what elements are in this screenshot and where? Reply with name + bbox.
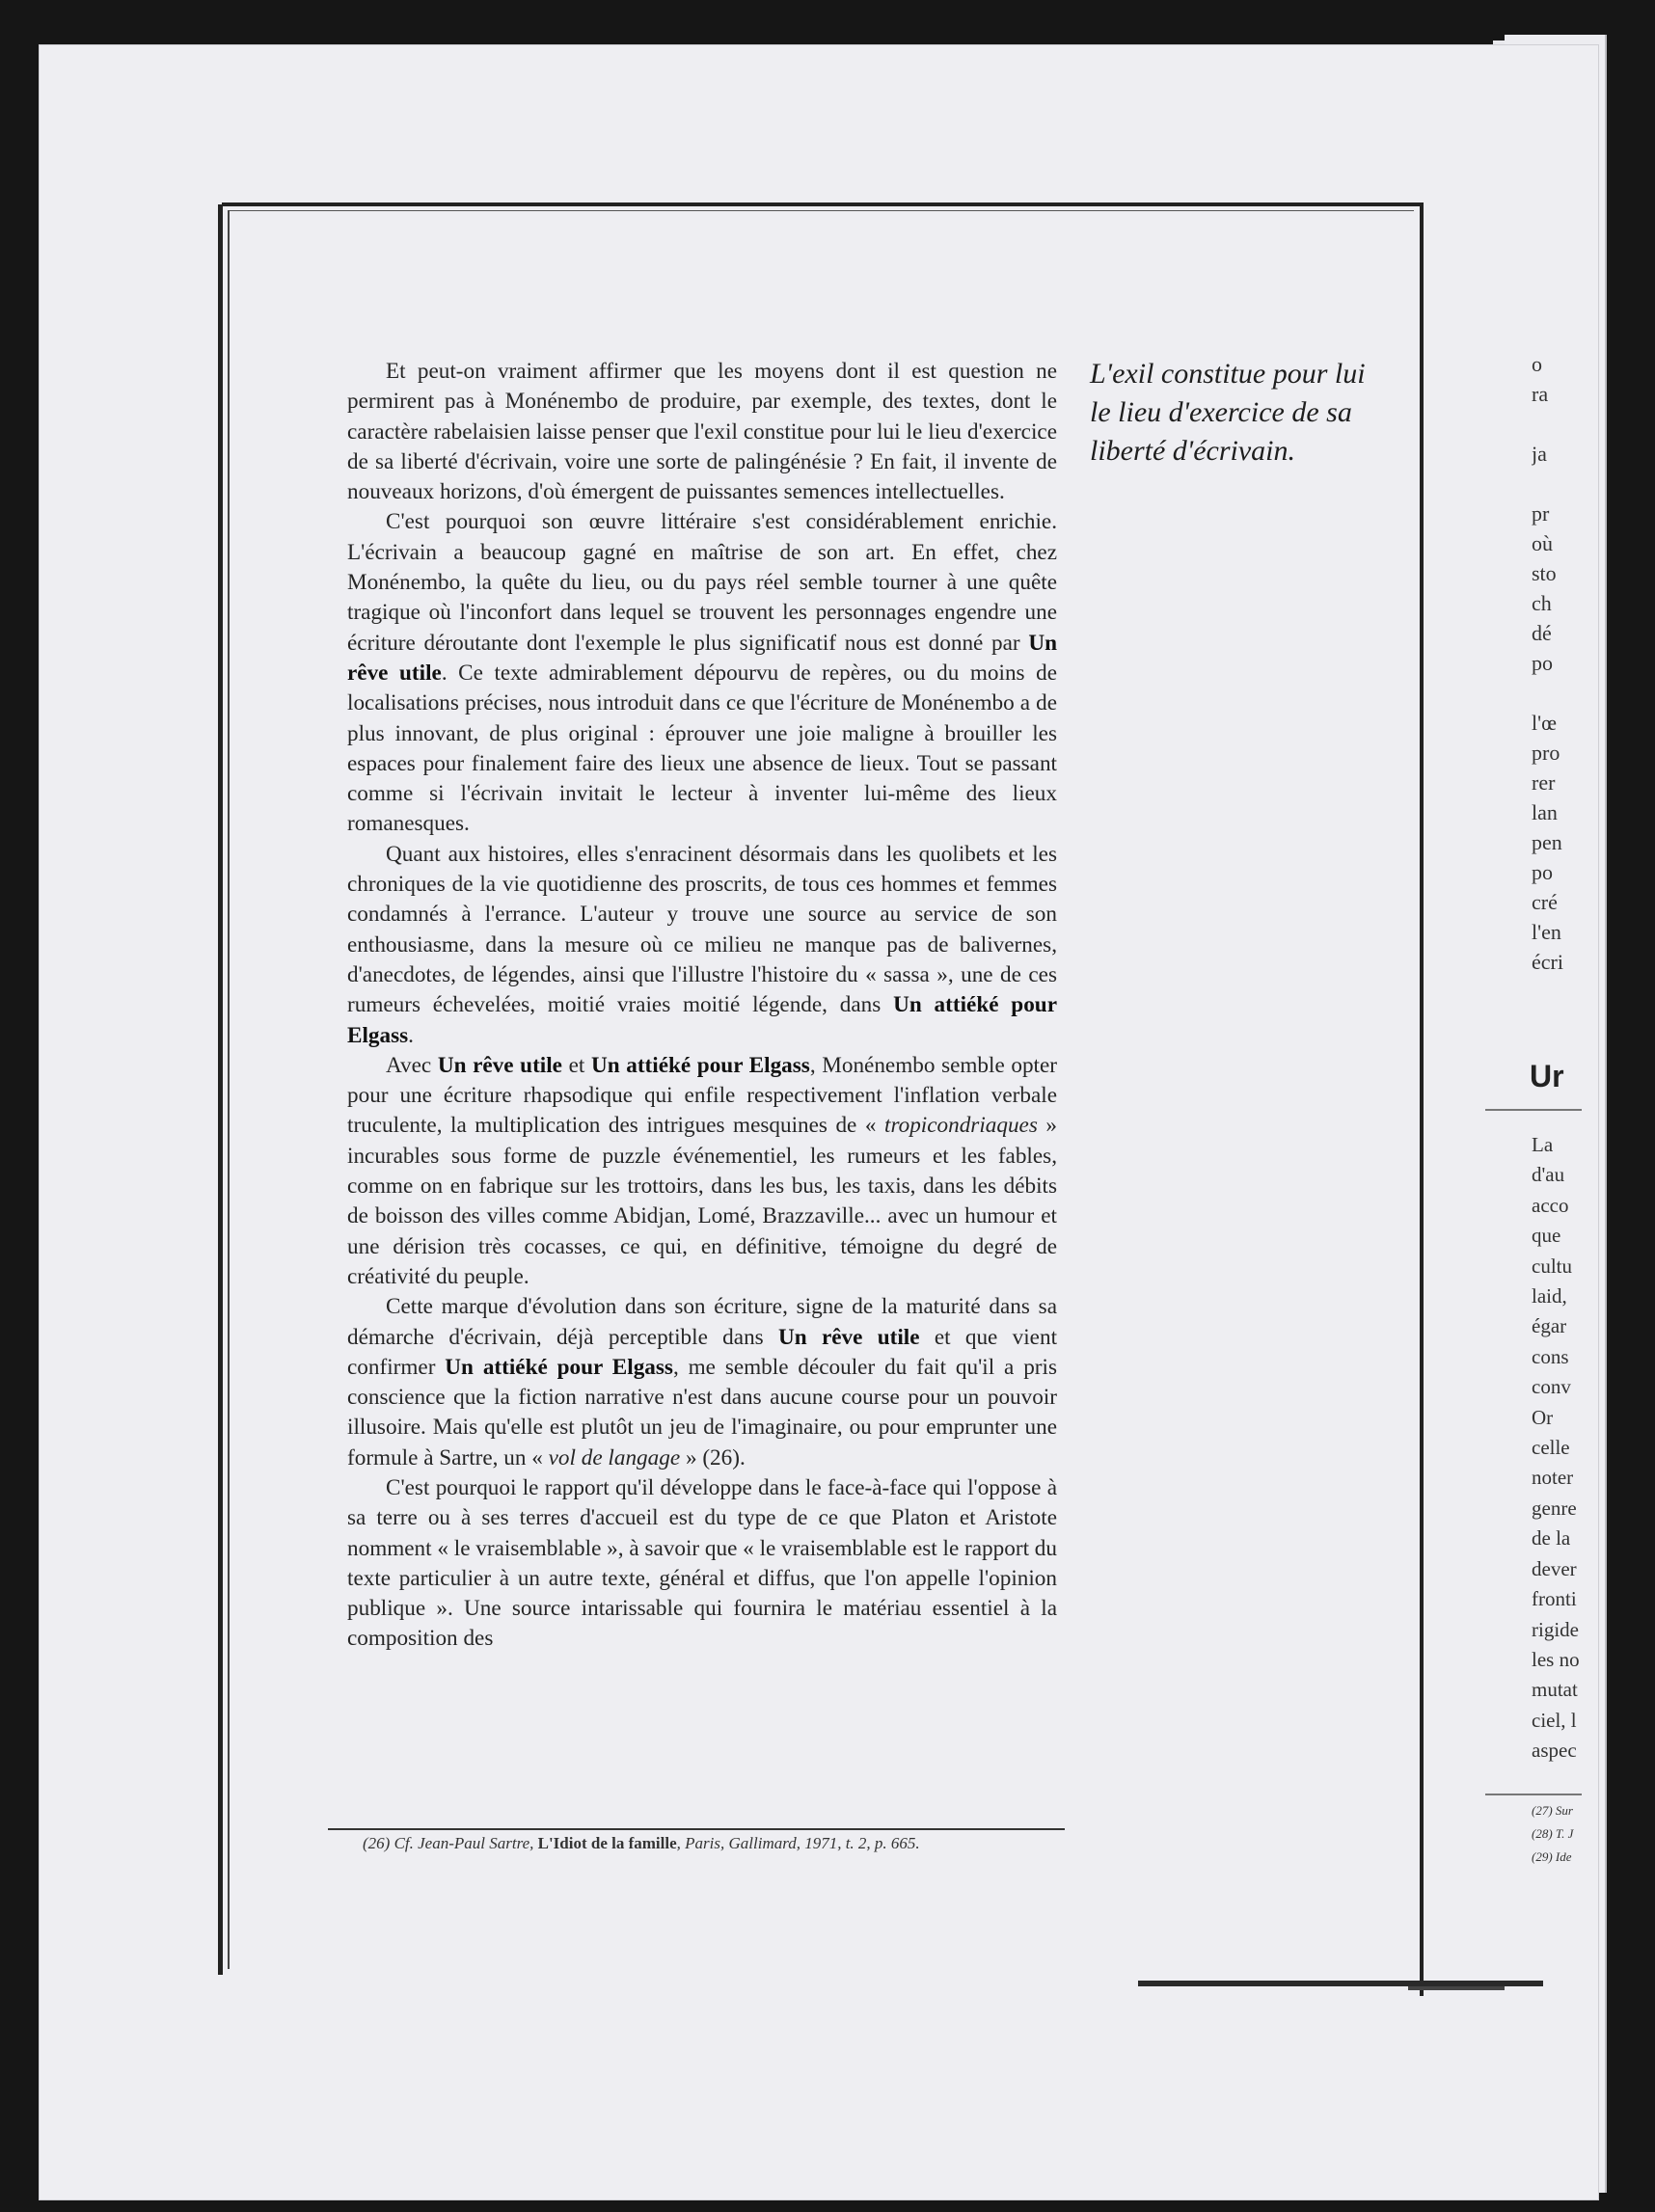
next-page-line: écri <box>1532 950 1563 974</box>
next-page-line: de la <box>1532 1526 1571 1551</box>
next-page-line: pr <box>1532 501 1550 526</box>
next-page-line: ch <box>1532 591 1552 615</box>
text-run: » incurables sous forme de puzzle événementiel, les rumeurs et les fables, comme on en fabrique sur les trottoirs, dans les bus, les taxis, dans les débits de boisson des villes comme Abidjan, Lomé, Brazzaville... avec un humour et une dérision très cocasses, ce qui, en définitive, témoigne du degré de créativité du peuple. <box>347 1113 1057 1289</box>
next-page-line: égar <box>1532 1314 1567 1338</box>
next-page-line: où <box>1532 531 1553 555</box>
text-run: , me semble découler du fait qu'il a pris conscience que la fiction narrative n'est dans aucune course pour un pouvoir illusoire. Mais qu'elle est plutôt un jeu de l'imaginaire, ou pour emprunter une formule à Sartre, un « <box>347 1354 1057 1470</box>
next-page-line: celle <box>1532 1436 1570 1460</box>
footnote-divider <box>328 1828 1065 1830</box>
next-page-line: pro <box>1532 741 1560 765</box>
next-page-line: acco <box>1532 1193 1569 1217</box>
book-title: Un rêve utile <box>347 630 1057 686</box>
frame-right-rule <box>1420 202 1424 1996</box>
footnote-prefix: (26) Cf. Jean-Paul Sartre, <box>363 1834 538 1852</box>
next-page-line: o <box>1532 352 1542 376</box>
next-page-line: mutat <box>1532 1678 1578 1702</box>
next-page-line: rigide <box>1532 1617 1579 1641</box>
next-page-line: (29) Ide <box>1532 1849 1572 1864</box>
next-page-line: (27) Sur <box>1532 1803 1573 1818</box>
next-page-line: d'au <box>1532 1163 1565 1187</box>
next-page-line: genre <box>1532 1496 1577 1520</box>
next-page-line: dé <box>1532 621 1552 645</box>
frame-left-rule <box>218 204 223 1975</box>
footnote-suffix: , Paris, Gallimard, 1971, t. 2, p. 665. <box>676 1834 920 1852</box>
book-title: Un rêve utile <box>437 1052 562 1078</box>
book-title: Un attiéké pour Elgass <box>445 1354 673 1380</box>
next-page-line: noter <box>1532 1466 1574 1490</box>
next-page-heading: Ur <box>1530 1059 1564 1093</box>
next-page-line: po <box>1532 860 1553 884</box>
next-page-line: fronti <box>1532 1587 1577 1611</box>
italic-term: tropicondriaques <box>884 1113 1038 1139</box>
next-page-line: La <box>1532 1133 1554 1156</box>
text-run: . <box>408 1022 414 1048</box>
next-page-line: po <box>1532 651 1553 675</box>
book-title: Un attiéké pour Elgass <box>590 1052 810 1078</box>
footnote <box>363 1834 1057 1853</box>
text-run: Cette marque d'évolution dans son écriture, signe de la maturité dans sa démarche d'écrivain, déjà perceptible dans <box>347 1294 1057 1350</box>
next-page-line: lan <box>1532 800 1558 824</box>
paragraph <box>347 1292 1057 1473</box>
next-page-line: cré <box>1532 890 1558 914</box>
paragraph <box>347 1473 1057 1655</box>
next-page-line: les no <box>1532 1647 1580 1671</box>
text-run: Et peut-on vraiment affirmer que les moyens dont il est question ne permirent pas à Monénembo de produire, par exemple, des textes, dont le caractère rabelaisien laisse penser que l'exil constitue pour lui le lieu d'exercice de sa liberté d'écrivain, voire une sorte de palingénésie ? En fait, il invente de nouveaux horizons, d'où émergent de puissantes semences intellectuelles. <box>347 359 1057 505</box>
next-page-line: Or <box>1532 1405 1554 1429</box>
next-page-line: laid, <box>1532 1284 1567 1308</box>
paragraph <box>347 507 1057 839</box>
next-page-line: (28) T. J <box>1532 1826 1574 1841</box>
next-page-line <box>1532 469 1586 499</box>
next-page-footnotes <box>1532 1799 1586 1869</box>
italic-term: vol de langage <box>548 1444 681 1470</box>
text-run: C'est pourquoi le rapport qu'il développe dans le face-à-face qui l'oppose à sa terre ou à ses terres d'accueil est du type de ce que Platon et Aristote nomment « le vraisemblable », à savoir que « le vraisemblable est le rapport du texte particulier à un autre texte, général et diffus, que l'on appelle l'opinion publique ». Une source intarissable qui fournira le matériau essentiel à la composition des <box>347 1474 1057 1652</box>
next-page-line: conv <box>1532 1375 1571 1399</box>
frame-bottom-shadow <box>1408 1986 1505 1990</box>
next-page-line: sto <box>1532 561 1557 585</box>
next-page-line <box>1532 678 1586 708</box>
next-page-line: aspec <box>1532 1739 1577 1763</box>
next-page-heading-rule <box>1485 1109 1582 1111</box>
article-body <box>347 357 1057 1655</box>
next-page-line <box>1532 409 1586 439</box>
next-page-line: l'en <box>1532 920 1561 944</box>
text-run: C'est pourquoi son œuvre littéraire s'est considérablement enrichie. L'écrivain a beaucoup gagné en maîtrise de son art. En effet, chez Monénembo, la quête du lieu, ou du pays réel semble tourner à une quête tragique où l'inconfort dans lequel se trouvent les personnages engendre une écriture déroutante dont l'exemple le plus significatif nous est donné par <box>347 509 1057 656</box>
frame-top-inner-rule <box>228 210 1414 211</box>
pull-quote: L'exil constitue pour lui le lieu d'exercice de sa liberté d'écrivain. <box>1090 358 1366 467</box>
next-page-line: que <box>1532 1224 1561 1248</box>
book-title: Un rêve utile <box>778 1324 920 1350</box>
next-page-line: pen <box>1532 830 1562 854</box>
next-page-line: rer <box>1532 770 1556 795</box>
next-page-line: dever <box>1532 1556 1577 1580</box>
next-page-line: cons <box>1532 1344 1569 1368</box>
footnote-title: L'Idiot de la famille <box>537 1834 677 1852</box>
frame-top-rule <box>222 202 1422 206</box>
text-run: , Monénembo semble opter pour une écriture rhapsodique qui enfile respectivement l'inflation verbale truculente, la multiplication des intrigues mesquines de « <box>347 1052 1058 1139</box>
text-run: Quant aux histoires, elles s'enracinent désormais dans les quolibets et les chroniques de la vie quotidienne des proscrits, de tous ces hommes et femmes condamnés à l'errance. L'auteur y trouve une source au service de son enthousiasme, dans la mesure où ce milieu ne manque pas de balivernes, d'anecdotes, de légendes, ainsi que l'illustre l'histoire du « sassa », une de ces rumeurs échevelées, moitié vraies moitié légende, dans <box>347 841 1057 1018</box>
book-title: Un attiéké pour Elgass <box>347 992 1057 1048</box>
text-run: et que vient confirmer <box>347 1324 1058 1380</box>
text-run: » (26). <box>680 1444 746 1470</box>
text-run: Avec <box>386 1052 438 1078</box>
next-page-line: l'œ <box>1532 711 1557 735</box>
frame-left-inner-rule <box>228 210 230 1969</box>
paragraph <box>347 840 1057 1051</box>
next-page-line: ciel, l <box>1532 1708 1577 1732</box>
paragraph <box>347 1051 1057 1292</box>
next-page-text-bottom <box>1532 1130 1586 1767</box>
next-page-line: ja <box>1532 442 1547 466</box>
paragraph <box>347 357 1057 507</box>
next-page-footnote-rule <box>1485 1794 1582 1795</box>
text-run: . Ce texte admirablement dépourvu de repères, ou du moins de localisations précises, nous introduit dans ce que l'écriture de Monénembo a de plus innovant, de plus original : éprouver une joie maligne à brouiller les espaces pour finalement faire des lieux une absence de lieux. Tout se passant comme si l'écrivain invitait le lecteur à inventer lui-même des lieux romanesques. <box>347 660 1057 837</box>
text-run: et <box>561 1052 591 1078</box>
next-page-line: ra <box>1532 382 1549 406</box>
next-page-line: cultu <box>1532 1254 1572 1278</box>
next-page-text-top <box>1532 349 1586 977</box>
